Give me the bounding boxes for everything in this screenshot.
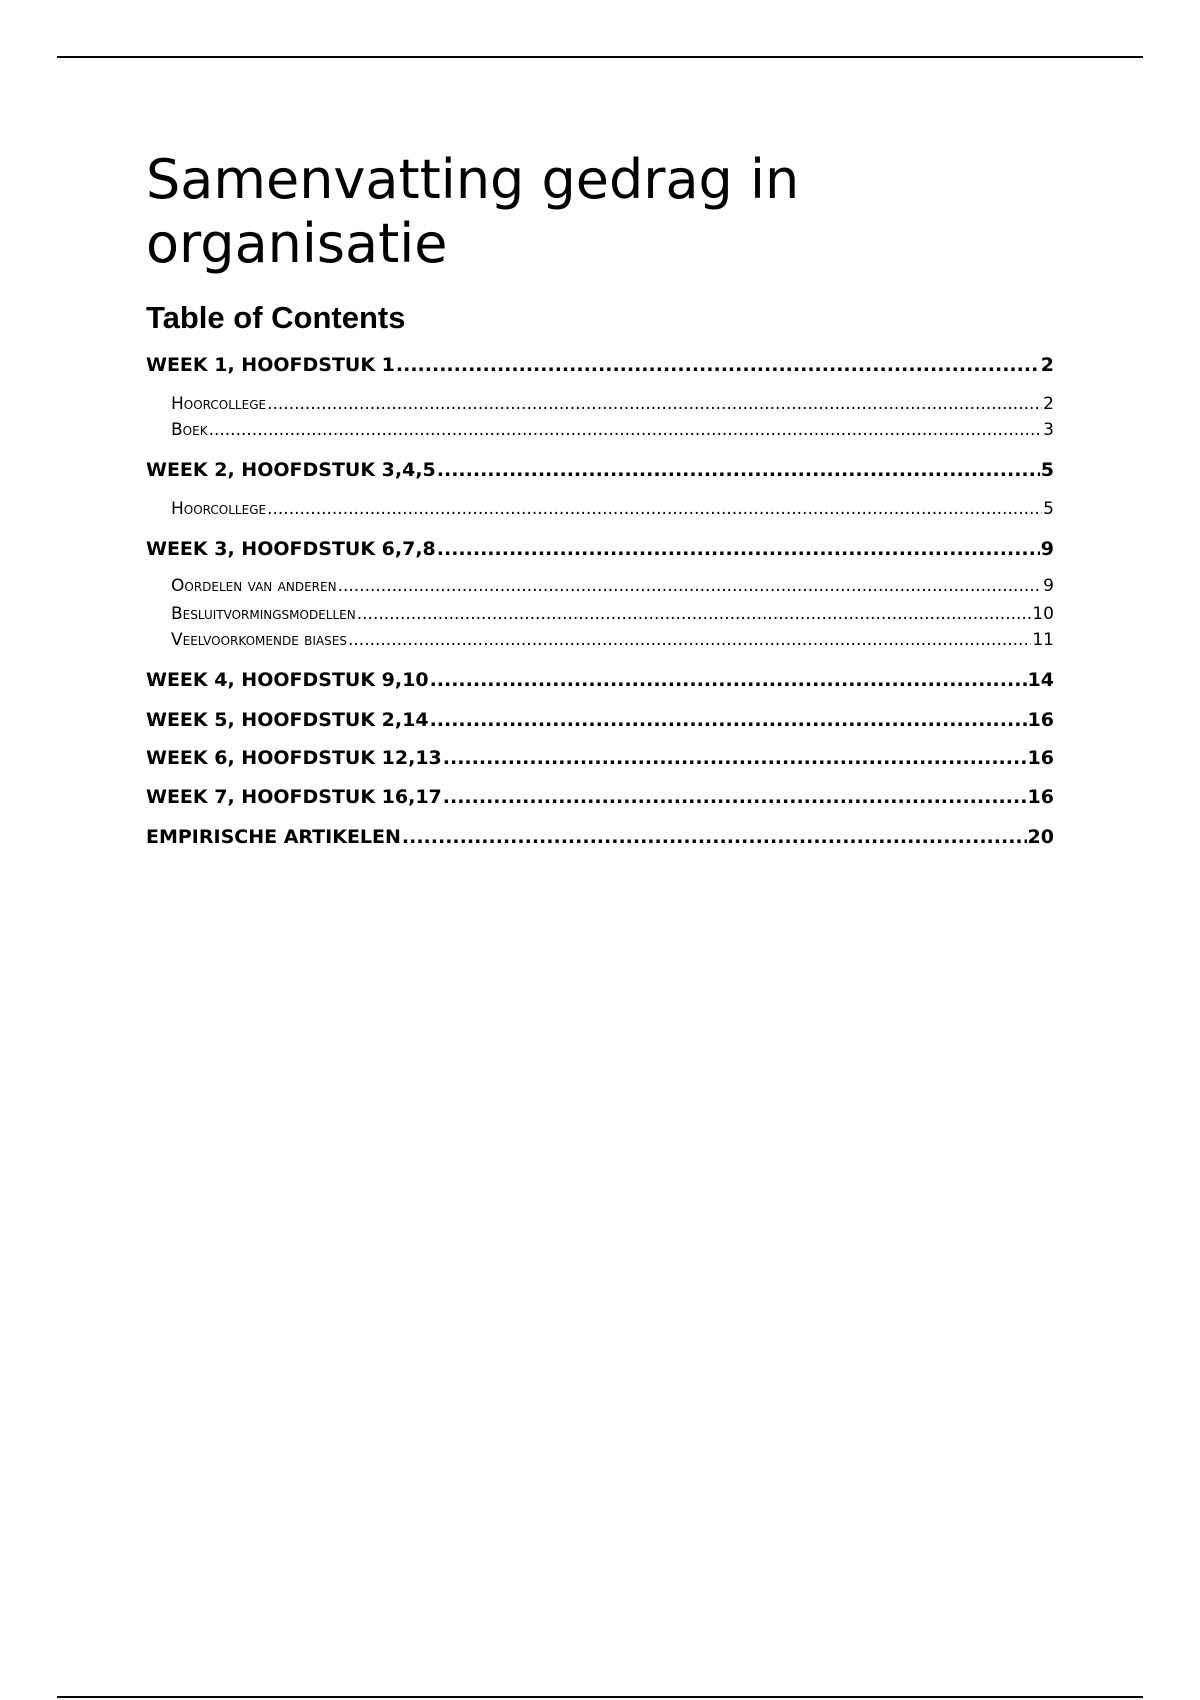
toc-entry-label: WEEK 7, HOOFDSTUK 16,17 [146, 786, 442, 808]
toc-dot-leader [357, 603, 1032, 625]
toc-entry-label: EMPIRISCHE ARTIKELEN [146, 826, 401, 848]
toc-entry-page: 11 [1032, 630, 1054, 650]
toc-entry-label: WEEK 6, HOOFDSTUK 12,13 [146, 747, 442, 769]
toc-entry-page: 2 [1043, 394, 1054, 414]
toc-dot-leader [267, 498, 1042, 520]
toc-entry-label: WEEK 4, HOOFDSTUK 9,10 [146, 669, 429, 691]
toc-entry-label: Oordelen van anderen [171, 576, 337, 596]
toc-dot-leader [209, 419, 1043, 441]
toc-entry-week-1-boek[interactable] [146, 419, 1054, 441]
toc-entry-label: WEEK 5, HOOFDSTUK 2,14 [146, 709, 429, 731]
toc-entry-week-3-oordelen[interactable] [146, 575, 1054, 597]
toc-entry-label: Veelvoorkomende biases [171, 630, 347, 650]
toc-dot-leader [402, 825, 1027, 849]
toc-entry-label: Boek [171, 420, 208, 440]
toc-entry-week-2-hoorcollege[interactable] [146, 498, 1054, 520]
toc-entry-page: 14 [1027, 669, 1054, 691]
toc-dot-leader [430, 668, 1027, 692]
toc-dot-leader [443, 746, 1027, 770]
toc-entry-page: 5 [1043, 499, 1054, 519]
toc-dot-leader [267, 393, 1042, 415]
toc-entry-week-3-biases[interactable] [146, 629, 1054, 651]
toc-dot-leader [396, 353, 1040, 377]
toc-entry-page: 20 [1027, 826, 1054, 848]
toc-entry-page: 16 [1027, 786, 1054, 808]
toc-heading: Table of Contents [146, 300, 406, 335]
toc-entry-page: 16 [1027, 747, 1054, 769]
toc-entry-label: WEEK 3, HOOFDSTUK 6,7,8 [146, 538, 436, 560]
toc-entry-week-5[interactable] [146, 708, 1054, 732]
toc-dot-leader [338, 575, 1043, 597]
document-title: Samenvatting gedrag in organisatie [146, 148, 800, 275]
toc-entry-week-7[interactable] [146, 785, 1054, 809]
toc-entry-empirische-artikelen[interactable] [146, 825, 1054, 849]
toc-entry-page: 16 [1027, 709, 1054, 731]
toc-entry-week-3-besluitvorming[interactable] [146, 603, 1054, 625]
toc-entry-week-1-hoorcollege[interactable] [146, 393, 1054, 415]
toc-entry-page: 10 [1032, 604, 1054, 624]
toc-entry-page: 9 [1043, 576, 1054, 596]
page-top-rule [57, 56, 1143, 58]
toc-entry-page: 9 [1040, 538, 1054, 560]
toc-entry-page: 5 [1040, 459, 1054, 481]
toc-entry-week-2[interactable] [146, 458, 1054, 482]
toc-entry-page: 3 [1043, 420, 1054, 440]
toc-dot-leader [348, 629, 1031, 651]
toc-entry-week-3[interactable] [146, 537, 1054, 561]
page-content [146, 148, 1054, 848]
toc-entry-week-1[interactable] [146, 353, 1054, 377]
toc-dot-leader [437, 458, 1040, 482]
toc-dot-leader [437, 537, 1040, 561]
toc-entry-page: 2 [1040, 354, 1054, 376]
toc-entry-label: Hoorcollege [171, 499, 267, 519]
toc-dot-leader [430, 708, 1027, 732]
toc-entry-label: Hoorcollege [171, 394, 267, 414]
toc-entry-label: Besluitvormingsmodellen [171, 604, 356, 624]
page-bottom-rule [57, 1696, 1143, 1698]
toc-entry-week-4[interactable] [146, 668, 1054, 692]
toc-entry-label: WEEK 2, HOOFDSTUK 3,4,5 [146, 459, 436, 481]
toc-entry-label: WEEK 1, HOOFDSTUK 1 [146, 354, 395, 376]
toc-dot-leader [443, 785, 1027, 809]
toc-entry-week-6[interactable] [146, 746, 1054, 770]
